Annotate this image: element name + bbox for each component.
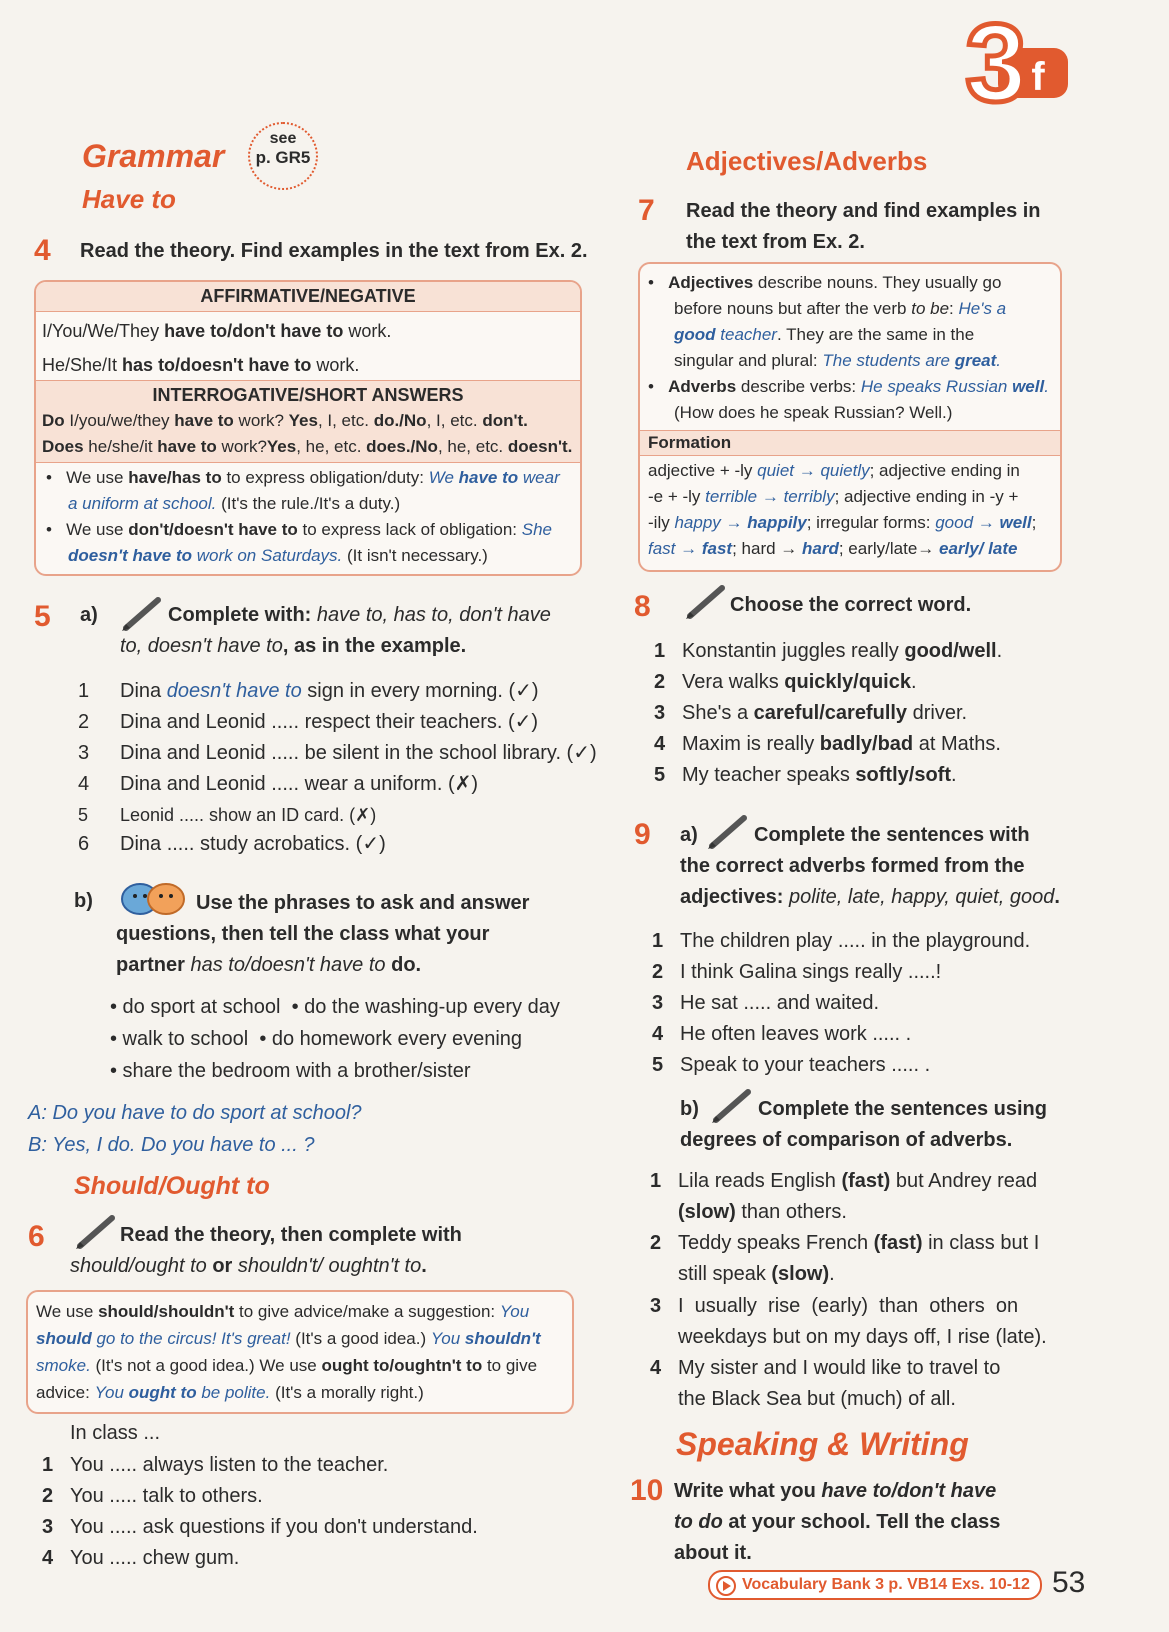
- see-reference-badge[interactable]: [248, 122, 318, 190]
- list-item: 5 My teacher speaks softly/soft.: [654, 764, 957, 786]
- dialog-line-a: A: Do you have to do sport at school?: [28, 1102, 362, 1124]
- should-theory-box: [26, 1290, 574, 1414]
- unit-letter: f: [1031, 55, 1045, 99]
- list-item: 3 He sat ..... and waited.: [652, 992, 879, 1014]
- exercise-5a-list: [78, 676, 597, 860]
- list-item: 2 Teddy speaks French (fast) in class but I: [650, 1232, 1040, 1254]
- list-item: 5 Leonid ..... show an ID card. (✗): [78, 805, 377, 825]
- pencil-icon: [706, 814, 750, 850]
- formation-line-4: fast → fast; hard → hard; early/late→ early/ late: [648, 539, 1018, 558]
- see-label: see: [269, 130, 297, 147]
- list-item-continuation: still speak (slow).: [678, 1263, 835, 1285]
- exercise-10-instruction-line-3: about it.: [674, 1542, 752, 1564]
- exercise-5b-instruction-line-3: partner has to/doesn't have to do.: [116, 954, 422, 976]
- list-item: 2 Vera walks quickly/quick.: [654, 671, 917, 693]
- vocabulary-bank-link[interactable]: [708, 1570, 1042, 1600]
- list-item: 2 I think Galina sings really .....!: [652, 961, 942, 983]
- should-theory-line-3: smoke. (It's not a good idea.) We use ought to/oughtn't to to give: [36, 1356, 538, 1375]
- list-item: 5 Speak to your teachers ..... .: [652, 1054, 931, 1076]
- phrases-row-3: • share the bedroom with a brother/sister: [110, 1060, 471, 1082]
- affirmative-negative-header: AFFIRMATIVE/NEGATIVE: [36, 282, 580, 312]
- exercise-5a-instruction-line-1: Complete with: have to, has to, don't have: [168, 604, 551, 626]
- adj-theory-line-2: before nouns but after the verb to be: He's a: [674, 299, 1007, 318]
- exercise-8-instruction: Choose the correct word.: [730, 594, 972, 616]
- interrogative-row-1: Do I/you/we/they have to work? Yes, I, etc. do./No, I, etc. don't.: [36, 408, 580, 434]
- exercise-4-instruction: Read the theory. Find examples in the text from Ex. 2.: [80, 240, 588, 262]
- should-theory-line-4: advice: You ought to be polite. (It's a morally right.): [36, 1383, 424, 1402]
- list-item: 3 Dina and Leonid ..... be silent in the school library. (✓): [78, 742, 597, 764]
- exercise-6-list: [42, 1450, 478, 1574]
- in-class-label: In class ...: [70, 1422, 161, 1444]
- pencil-icon: [710, 1088, 754, 1124]
- unit-number: 3: [965, 6, 1027, 106]
- adjectives-adverbs-title: Adjectives/Adverbs: [686, 146, 928, 176]
- unit-badge: [958, 6, 1073, 106]
- exercise-10-instruction-line-2: to do at your school. Tell the class: [674, 1511, 1001, 1533]
- exercise-5a-instruction-line-2: to, doesn't have to, as in the example.: [120, 635, 467, 657]
- formation-header: Formation: [640, 430, 1060, 456]
- exercise-9b-label: b): [680, 1098, 699, 1120]
- list-item: 4 Maxim is really badly/bad at Maths.: [654, 733, 1001, 755]
- list-item: 6 Dina ..... study acrobatics. (✓): [78, 833, 386, 855]
- interrogative-row-2: Does he/she/it have to work?Yes, he, etc. does./No, he, etc. doesn't.: [36, 434, 580, 463]
- exercise-9a-instruction-line-2: the correct adverbs formed from the: [680, 855, 1025, 877]
- exercise-9b-instruction-line-1: Complete the sentences using: [758, 1098, 1047, 1120]
- phrases-row-2: • walk to school • do homework every evening: [110, 1028, 523, 1050]
- exercise-9a-label: a): [680, 824, 698, 846]
- pencil-icon: [120, 596, 164, 632]
- should-theory-line-1: We use should/shouldn't to give advice/make a suggestion: You: [36, 1302, 530, 1321]
- exercise-7-instruction-line-1: Read the theory and find examples in: [686, 200, 1041, 222]
- page-number: 53: [1052, 1566, 1086, 1599]
- exercise-9b-instruction-line-2: degrees of comparison of adverbs.: [680, 1129, 1013, 1151]
- should-theory-line-2: should go to the circus! It's great! (It's a good idea.) You shouldn't: [36, 1329, 541, 1348]
- have-to-theory-box: [34, 280, 582, 576]
- list-item-continuation: weekdays but on my days off, I rise (late).: [678, 1326, 1047, 1348]
- exercise-6-number: 6: [28, 1220, 45, 1253]
- adj-theory-line-1: • Adjectives describe nouns. They usually go: [648, 273, 1002, 292]
- list-item: 1 The children play ..... in the playground.: [652, 930, 1031, 952]
- list-item-continuation: the Black Sea but (much) of all.: [678, 1388, 956, 1410]
- list-item: 1 Dina doesn't have to sign in every morning. (✓): [78, 680, 539, 702]
- formation-line-1: adjective + -ly quiet → quietly; adjective ending in: [648, 461, 1020, 480]
- exercise-5a-label: a): [80, 604, 98, 626]
- list-item: 4 He often leaves work ..... .: [652, 1023, 912, 1045]
- exercise-5b-instruction-line-2: questions, then tell the class what your: [116, 923, 490, 945]
- exercise-10-instruction-line-1: Write what you have to/don't have: [674, 1480, 997, 1502]
- interrogative-header: INTERROGATIVE/SHORT ANSWERS: [36, 380, 580, 408]
- play-arrow-icon: [716, 1576, 736, 1596]
- list-item: 3 You ..... ask questions if you don't understand.: [42, 1516, 478, 1538]
- phrases-row-1: • do sport at school • do the washing-up every day: [110, 996, 560, 1018]
- list-item: 3 I usually rise (early) than others on: [650, 1295, 1019, 1317]
- grammar-subtitle: Have to: [82, 184, 176, 214]
- exercise-8-number: 8: [634, 590, 651, 623]
- dialog-line-b: B: Yes, I do. Do you have to ... ?: [28, 1134, 315, 1156]
- list-item: 2 Dina and Leonid ..... respect their teachers. (✓): [78, 711, 539, 733]
- exercise-9a-list: [652, 926, 1030, 1081]
- adj-theory-line-3: good teacher. They are the same in the: [674, 325, 975, 344]
- pencil-icon: [684, 584, 728, 620]
- exercise-6-instruction-line-2: should/ought to or shouldn't/ oughtn't to.: [70, 1255, 427, 1277]
- list-item-continuation: (slow) than others.: [678, 1201, 847, 1223]
- adv-theory-line-2: (How does he speak Russian? Well.): [674, 403, 953, 422]
- formation-line-2: -e + -ly terrible → terribly; adjective ending in -y +: [648, 487, 1019, 506]
- exercise-9-number: 9: [634, 818, 651, 851]
- pair-work-icon: [118, 880, 188, 918]
- list-item: 4 My sister and I would like to travel to: [650, 1357, 1001, 1379]
- affirmative-row-2: He/She/It has to/doesn't have to work.: [42, 355, 360, 375]
- exercise-4-number: 4: [34, 234, 51, 267]
- exercise-6-instruction-line-1: Read the theory, then complete with: [120, 1224, 462, 1246]
- exercise-5b-label: b): [74, 890, 93, 912]
- list-item: 1 Konstantin juggles really good/well.: [654, 640, 1003, 662]
- exercise-5b-instruction-line-1: Use the phrases to ask and answer: [196, 892, 530, 914]
- list-item: 1 Lila reads English (fast) but Andrey read: [650, 1170, 1038, 1192]
- list-item: 2 You ..... talk to others.: [42, 1485, 263, 1507]
- pencil-icon: [74, 1214, 118, 1250]
- have-to-rule-1: • We use have/has to to express obligation/duty: We have to wear a uniform at school. (It's the rule./It's a duty.): [46, 468, 560, 513]
- adjectives-adverbs-theory-box: [638, 262, 1062, 572]
- adj-theory-line-4: singular and plural: The students are great.: [674, 351, 1001, 370]
- list-item: 4 You ..... chew gum.: [42, 1547, 240, 1569]
- exercise-7-instruction-line-2: the text from Ex. 2.: [686, 231, 865, 253]
- affirmative-row-1: I/You/We/They have to/don't have to work.: [42, 321, 392, 341]
- exercise-9a-instruction-line-1: Complete the sentences with: [754, 824, 1030, 846]
- adv-theory-line-1: • Adverbs describe verbs: He speaks Russian well.: [648, 377, 1049, 396]
- exercise-9a-instruction-line-3: adjectives: polite, late, happy, quiet, good.: [680, 886, 1060, 908]
- exercise-10-number: 10: [630, 1474, 664, 1507]
- see-page-ref: p. GR5: [255, 148, 311, 167]
- exercise-8-list: [654, 636, 1002, 791]
- exercise-7-number: 7: [638, 194, 655, 227]
- should-section-title: Should/Ought to: [74, 1172, 270, 1200]
- have-to-rule-2: • We use don't/doesn't have to to express lack of obligation: She doesn't have to work on Saturdays. (It isn't necessary.): [46, 520, 552, 565]
- speaking-writing-title: Speaking & Writing: [676, 1426, 969, 1462]
- list-item: 1 You ..... always listen to the teacher.: [42, 1454, 389, 1476]
- grammar-title: Grammar: [82, 138, 225, 174]
- exercise-9b-list: [650, 1166, 1047, 1415]
- vocabulary-bank-text: Vocabulary Bank 3 p. VB14 Exs. 10-12: [742, 1576, 1030, 1593]
- list-item: 3 She's a careful/carefully driver.: [654, 702, 968, 724]
- formation-line-3: -ily happy → happily; irregular forms: good → well;: [648, 513, 1037, 532]
- exercise-5-number: 5: [34, 600, 51, 633]
- list-item: 4 Dina and Leonid ..... wear a uniform. (✗): [78, 773, 479, 795]
